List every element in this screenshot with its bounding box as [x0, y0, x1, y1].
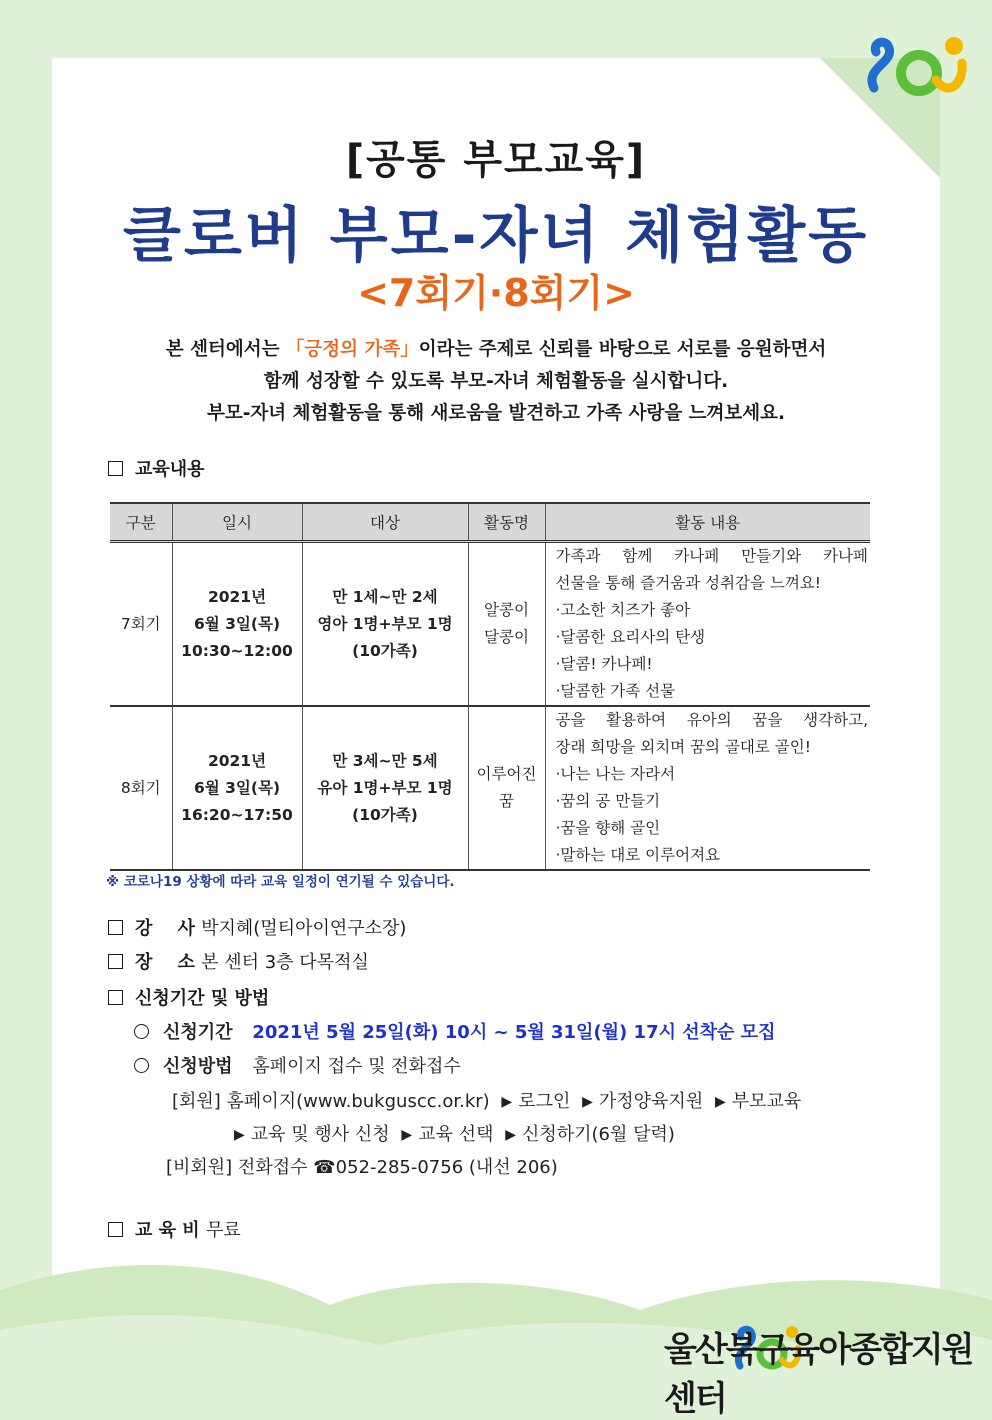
- page-subtitle: <7회기·8회기>: [357, 271, 635, 315]
- phone-number: ☎052-285-0756 (내선 206): [313, 1157, 558, 1178]
- nonmember-prefix: [비회원] 전화접수: [166, 1157, 308, 1178]
- route-step: 가정양육지원: [598, 1091, 704, 1112]
- date-time: 10:30~12:00: [181, 641, 293, 660]
- location-value: 본 센터 3층 다목적실: [201, 952, 369, 973]
- content-intro: 장래 희망을 외치며 꿈의 골대로 골인!: [555, 738, 811, 756]
- arrow-right-icon: ▶: [234, 1127, 245, 1143]
- member-route-cont: [228, 1120, 675, 1146]
- target-age: 만 3세~만 5세: [332, 751, 438, 770]
- fee-label: 교 육 비: [135, 1220, 200, 1241]
- table-row: [110, 706, 870, 870]
- target-cell: [302, 706, 468, 870]
- date-year: 2021년: [207, 587, 267, 606]
- page-supertitle: [공통 부모교육]: [345, 137, 647, 183]
- activity-name-line: 달콩이: [484, 628, 529, 646]
- apply-label: 신청기간 및 방법: [135, 988, 270, 1009]
- table-header: 활동명: [468, 503, 545, 542]
- session-cell: 8회기: [110, 706, 172, 870]
- route-step: 신청하기(6월 달력): [521, 1124, 675, 1145]
- arrow-right-icon: ▶: [501, 1094, 513, 1110]
- arrow-right-icon: ▶: [582, 1094, 593, 1110]
- intro-highlight: 「긍정의 가족」: [285, 339, 419, 360]
- intro-line-3: 부모-자녀 체험활동을 통해 새로움을 발견하고 가족 사랑을 느껴보세요.: [206, 403, 786, 424]
- covid-note: ※ 코로나19 상황에 따라 교육 일정이 연기될 수 있습니다.: [106, 874, 455, 890]
- table-header: 구분: [110, 503, 172, 542]
- checkbox-square-icon: [108, 990, 123, 1005]
- member-route: [172, 1087, 801, 1113]
- section-fee: [108, 1216, 241, 1242]
- content-item: ·달콤! 카나페!: [555, 655, 653, 673]
- activity-content-cell: [545, 706, 870, 870]
- intro-line-2: 함께 성장할 수 있도록 부모-자녀 체험활동을 실시합니다.: [263, 371, 729, 392]
- table-header: 활동 내용: [545, 503, 870, 542]
- target-count: 영아 1명+부모 1명: [317, 614, 453, 633]
- target-count: 유아 1명+부모 1명: [317, 778, 453, 797]
- fee-value: 무료: [205, 1220, 241, 1241]
- content-item: ·달콤한 요리사의 탄생: [555, 628, 706, 646]
- table-row: [110, 542, 870, 707]
- date-year: 2021년: [207, 751, 267, 770]
- checkbox-square-icon: [108, 954, 123, 969]
- checkbox-square-icon: [108, 920, 123, 935]
- page-title: 클로버 부모-자녀 체험활동: [122, 201, 870, 271]
- content-item: ·고소한 치즈가 좋아: [555, 601, 691, 619]
- circle-bullet-icon: [134, 1058, 149, 1073]
- center-logo-icon: [864, 28, 974, 106]
- date-cell: [172, 542, 302, 707]
- intro-line-1-pre: 본 센터에서는: [165, 339, 286, 360]
- activity-name-line: 알콩이: [484, 601, 529, 619]
- activity-name-line: 이루어진: [476, 765, 537, 783]
- activity-name-cell: [468, 542, 545, 707]
- member-prefix: [회원] 홈페이지(www.bukguscc.or.kr): [172, 1091, 490, 1112]
- edu-table: [110, 502, 870, 871]
- activity-content-cell: [545, 542, 870, 707]
- section-label: 교육내용: [135, 459, 205, 480]
- activity-name-line: 꿈: [499, 792, 514, 810]
- apply-method-value: 홈페이지 접수 및 전화접수: [252, 1056, 461, 1077]
- apply-method-label: 신청방법: [163, 1056, 233, 1077]
- content-item: ·꿈의 공 만들기: [555, 792, 661, 810]
- instructor-value: 박지혜(멀티아이연구소장): [201, 918, 407, 939]
- arrow-right-icon: ▶: [401, 1127, 413, 1143]
- circle-bullet-icon: [134, 1024, 149, 1039]
- section-apply: [108, 984, 269, 1010]
- content-intro: 공을 활용하여 유아의 꿈을 생각하고,: [555, 711, 868, 729]
- content-intro: 선물을 통해 즐거움과 성취감을 느껴요!: [555, 574, 821, 592]
- footer-org-name: 울산북구육아종합지원센터: [664, 1330, 973, 1419]
- target-cell: [302, 542, 468, 707]
- arrow-right-icon: ▶: [505, 1127, 516, 1143]
- content-item: ·달콤한 가족 선물: [555, 682, 676, 700]
- section-edu-content: [108, 455, 205, 481]
- date-day: 6월 3일(목): [193, 614, 281, 633]
- route-step: 부모교육: [731, 1091, 802, 1112]
- target-families: (10가족): [352, 641, 418, 660]
- content-item: ·나는 나는 자라서: [555, 765, 676, 783]
- checkbox-square-icon: [108, 1222, 123, 1237]
- content-intro: 가족과 함께 카나페 만들기와 카나페: [555, 547, 868, 565]
- table-header-row: [110, 503, 870, 542]
- content-item: ·꿈을 향해 골인: [555, 819, 661, 837]
- table-header: 일시: [172, 503, 302, 542]
- target-age: 만 1세~만 2세: [332, 587, 438, 606]
- intro-line-1-post: 이라는 주제로 신뢰를 바탕으로 서로를 응원하면서: [418, 339, 827, 360]
- date-time: 16:20~17:50: [181, 805, 293, 824]
- apply-period-value: 2021년 5월 25일(화) 10시 ~ 5월 31일(월) 17시 선착순 모집: [252, 1022, 776, 1043]
- instructor-label: 강 사: [135, 918, 195, 939]
- date-day: 6월 3일(목): [193, 778, 281, 797]
- apply-method-row: [134, 1052, 461, 1078]
- checkbox-square-icon: [108, 461, 123, 476]
- content-item: ·말하는 대로 이루어져요: [555, 846, 721, 864]
- intro-line-1: [60, 334, 932, 366]
- route-step: 교육 및 행사 신청: [250, 1124, 390, 1145]
- activity-name-cell: [468, 706, 545, 870]
- section-location: [108, 948, 369, 974]
- table-header: 대상: [302, 503, 468, 542]
- section-instructor: [108, 914, 406, 940]
- intro-text: [60, 334, 932, 430]
- location-label: 장 소: [135, 952, 195, 973]
- target-families: (10가족): [352, 805, 418, 824]
- date-cell: [172, 706, 302, 870]
- apply-period-label: 신청기간: [163, 1022, 233, 1043]
- route-step: 로그인: [518, 1091, 571, 1112]
- session-cell: 7회기: [110, 542, 172, 707]
- apply-period-row: [134, 1018, 775, 1044]
- route-step: 교육 선택: [418, 1124, 494, 1145]
- nonmember-route: [166, 1153, 558, 1179]
- arrow-right-icon: ▶: [714, 1094, 726, 1110]
